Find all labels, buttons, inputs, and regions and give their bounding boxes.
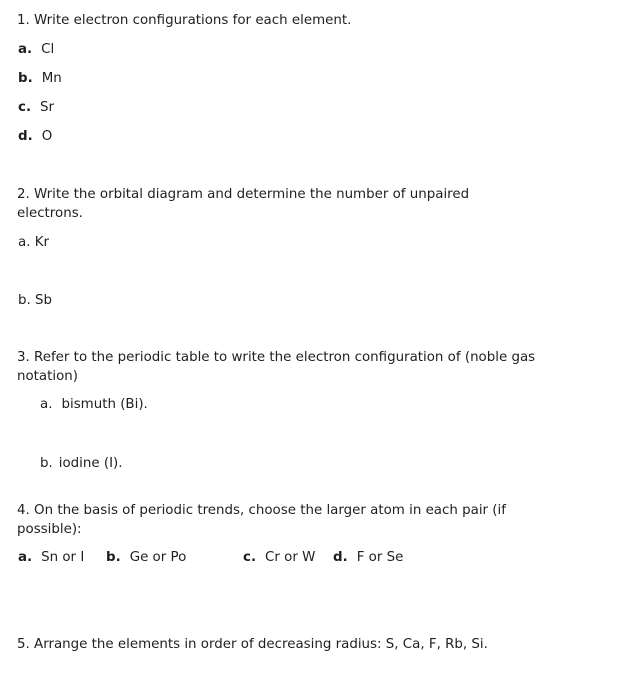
item-letter: a.: [40, 397, 53, 412]
question-1-item-b: [18, 70, 62, 87]
item-element: Sr: [40, 100, 55, 115]
question-4-pair-c: [243, 549, 315, 566]
question-2-prompt-line1: 2. Write the orbital diagram and determine the number of unpaired: [17, 187, 470, 202]
question-1-item-d: [18, 128, 52, 145]
question-3-prompt-line1: 3. Refer to the periodic table to write the electron configuration of (noble gas: [17, 350, 536, 365]
question-3-item-a: [40, 396, 148, 413]
question-4-pair-d: [333, 549, 403, 566]
item-letter: d.: [18, 129, 33, 144]
item-letter: b.: [40, 456, 53, 471]
item-text: bismuth (Bi).: [61, 397, 148, 412]
item-letter: b.: [18, 71, 33, 86]
pair-letter: d.: [333, 550, 348, 565]
question-1-item-a: [18, 41, 54, 58]
pair-text: Sn or I: [41, 550, 85, 565]
question-3-prompt-line2: notation): [17, 369, 79, 384]
item-element: Cl: [41, 42, 55, 57]
pair-text: Cr or W: [265, 550, 316, 565]
item-element: O: [41, 129, 53, 144]
question-4-pair-b: [106, 549, 186, 566]
item-letter: c.: [18, 100, 32, 115]
pair-letter: b.: [106, 550, 121, 565]
question-3-item-b: [40, 455, 123, 472]
pair-letter: a.: [18, 550, 33, 565]
question-1-prompt: 1. Write electron configurations for each element.: [17, 13, 352, 28]
pair-text: F or Se: [356, 550, 404, 565]
question-4-prompt-line2: possible):: [17, 522, 82, 537]
pair-letter: c.: [243, 550, 257, 565]
question-4-prompt-line1: 4. On the basis of periodic trends, choose the larger atom in each pair (if: [17, 503, 506, 518]
question-1-item-c: [18, 99, 54, 116]
item-letter: a.: [18, 42, 33, 57]
item-text: iodine (I).: [58, 456, 123, 471]
question-2-item-b: b. Sb: [18, 293, 53, 308]
question-5-prompt: 5. Arrange the elements in order of decreasing radius: S, Ca, F, Rb, Si.: [17, 637, 488, 652]
question-4-pair-a: [18, 549, 84, 566]
question-2-item-a: a. Kr: [18, 235, 50, 250]
question-2-prompt-line2: electrons.: [17, 206, 83, 221]
pair-text: Ge or Po: [129, 550, 187, 565]
item-element: Mn: [41, 71, 62, 86]
